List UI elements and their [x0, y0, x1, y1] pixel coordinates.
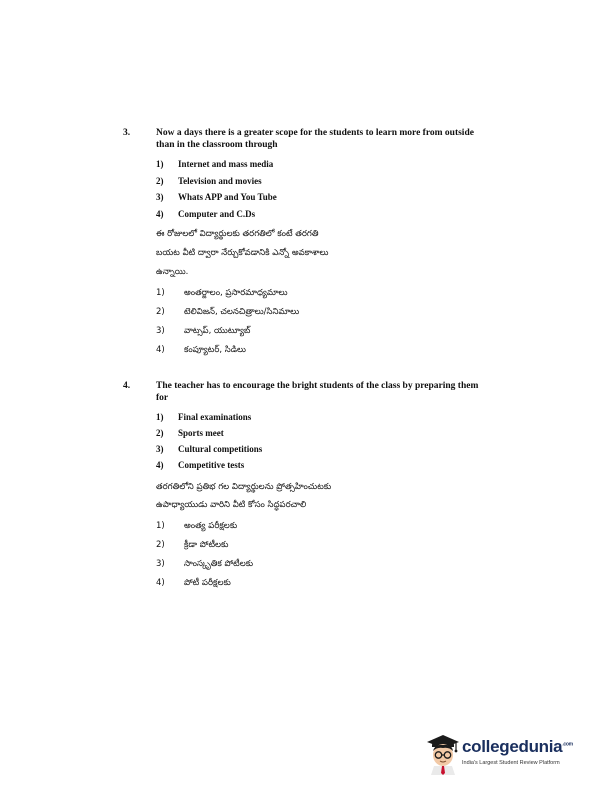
option-number: 4): [156, 345, 165, 355]
telugu-option-4: [156, 578, 231, 590]
option-2: [156, 428, 224, 438]
question-text: Now a days there is a greater scope for the students to learn more from outside than in the classroom through: [156, 128, 474, 150]
question-text: The teacher has to encourage the bright students of the class by preparing them for: [156, 381, 479, 403]
brand-name: collegedunia$^{.com}$: [462, 737, 573, 756]
option-label: Computer and C.Ds: [178, 209, 256, 219]
option-label: కంప్యూటర్, సిడిలు: [184, 345, 246, 355]
option-label: Cultural competitions: [178, 444, 263, 454]
option-number: 2): [156, 176, 164, 186]
option-number: 1): [156, 288, 165, 298]
brand-tagline: India's Largest Student Review Platform: [462, 760, 560, 766]
option-number: 1): [156, 521, 165, 531]
telugu-option-2: [156, 540, 228, 552]
option-label: అంతర్జాలం, ప్రసారమాధ్యమాలు: [184, 288, 288, 298]
question-number: 3.: [123, 128, 131, 138]
telugu-option-4: [156, 345, 246, 357]
option-label: Whats APP and You Tube: [178, 192, 277, 202]
option-4: [156, 209, 255, 219]
option-2: [156, 176, 262, 186]
option-number: 3): [156, 444, 164, 454]
option-label: టెలివిజన్, చలనచిత్రాలు/సినిమాలు: [184, 307, 300, 317]
option-label: పోటీ పరీక్షలకు: [184, 578, 231, 588]
option-number: 4): [156, 578, 165, 588]
option-label: Television and movies: [178, 176, 262, 186]
option-number: 1): [156, 159, 164, 169]
telugu-option-1: [156, 521, 237, 533]
option-label: సాంస్కృతిక పోటీలకు: [184, 559, 254, 569]
option-label: అంత్య పరీక్షలకు: [184, 521, 238, 531]
option-number: 3): [156, 192, 164, 202]
option-number: 4): [156, 209, 164, 219]
option-number: 3): [156, 326, 165, 336]
question-number: 4.: [123, 381, 131, 391]
option-label: Final examinations: [178, 412, 252, 422]
option-number: 2): [156, 540, 165, 550]
option-1: [156, 159, 273, 169]
option-label: Sports meet: [178, 428, 224, 438]
telugu-option-3: [156, 326, 250, 338]
option-number: 3): [156, 559, 165, 569]
option-number: 2): [156, 428, 164, 438]
option-3: [156, 192, 277, 202]
telugu-question-line: బయట వీటి ద్వారా నేర్చుకోవడానికి ఎన్నో అవకాశాలు: [156, 248, 329, 258]
telugu-option-3: [156, 559, 253, 571]
telugu-question-line: తరగతిలోని ప్రతిభ గల విద్యార్థులను ప్రోత్సహించుటకు: [156, 482, 332, 492]
option-label: Competitive tests: [178, 460, 245, 470]
telugu-option-2: [156, 307, 299, 319]
telugu-question-line: ఉన్నాయి.: [156, 267, 189, 277]
mascot-icon: [425, 733, 461, 775]
option-4: [156, 460, 244, 470]
option-label: క్రీడా పోటీలకు: [184, 540, 229, 550]
option-label: వాట్సప్, యుట్యూబ్: [184, 326, 251, 336]
telugu-question-line: ఈ రోజులలో విద్యార్థులకు తరగతిలో కంటే తరగతి: [156, 229, 319, 239]
option-label: Internet and mass media: [178, 159, 274, 169]
option-1: [156, 412, 251, 422]
telugu-option-1: [156, 288, 288, 300]
telugu-question-line: ఉపాధ్యాయుడు వారిని వీటి కోసం సిద్ధపరచాలి: [156, 500, 307, 510]
option-number: 4): [156, 460, 164, 470]
option-3: [156, 444, 262, 454]
option-number: 1): [156, 412, 164, 422]
option-number: 2): [156, 307, 165, 317]
collegedunia-logo: [425, 733, 573, 775]
